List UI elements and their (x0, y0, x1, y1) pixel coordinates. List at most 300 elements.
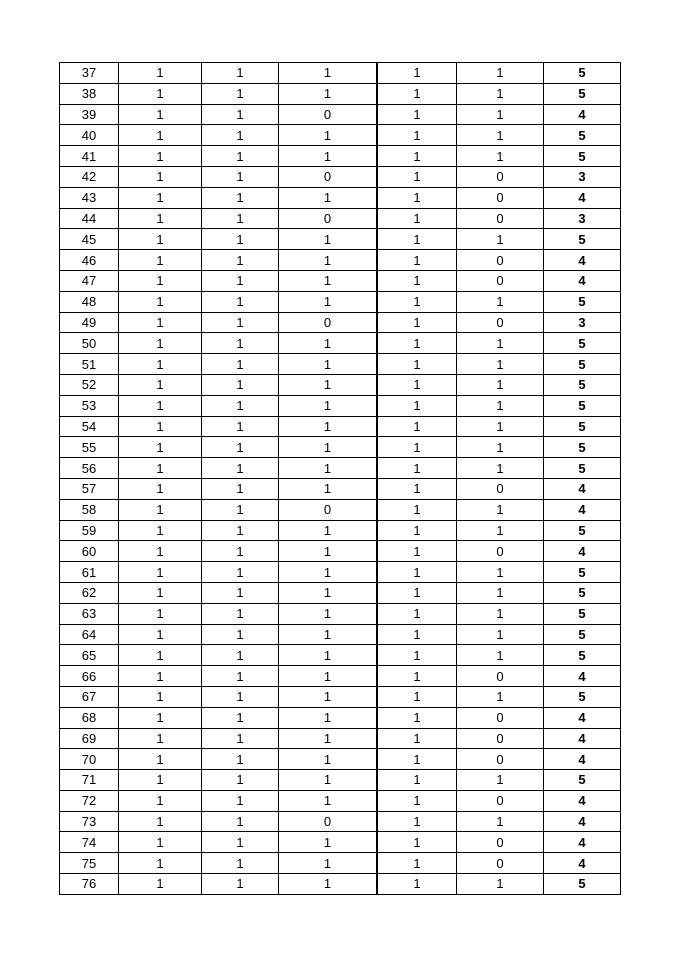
row-number-cell: 58 (60, 499, 119, 520)
row-number-cell: 39 (60, 104, 119, 125)
score-cell: 1 (202, 63, 279, 84)
score-cell: 1 (279, 853, 378, 874)
score-cell: 1 (457, 874, 544, 895)
total-cell: 5 (544, 770, 621, 791)
score-cell: 0 (457, 478, 544, 499)
score-cell: 1 (119, 250, 202, 271)
row-number-cell: 52 (60, 374, 119, 395)
score-cell: 1 (119, 790, 202, 811)
score-cell: 1 (457, 562, 544, 583)
score-cell: 1 (377, 146, 457, 167)
score-cell: 1 (202, 832, 279, 853)
score-cell: 0 (457, 208, 544, 229)
total-cell: 5 (544, 458, 621, 479)
total-cell: 5 (544, 645, 621, 666)
table-row (60, 270, 621, 291)
score-cell: 1 (202, 520, 279, 541)
score-cell: 0 (457, 707, 544, 728)
score-cell: 1 (119, 395, 202, 416)
table-row (60, 562, 621, 583)
total-cell: 5 (544, 874, 621, 895)
row-number-cell: 72 (60, 790, 119, 811)
score-cell: 1 (119, 333, 202, 354)
score-cell: 1 (119, 63, 202, 84)
table-row (60, 478, 621, 499)
score-cell: 1 (457, 603, 544, 624)
total-cell: 4 (544, 250, 621, 271)
score-cell: 0 (457, 790, 544, 811)
row-number-cell: 53 (60, 395, 119, 416)
score-cell: 1 (119, 707, 202, 728)
total-cell: 5 (544, 125, 621, 146)
total-cell: 5 (544, 333, 621, 354)
score-cell: 1 (457, 624, 544, 645)
table-row (60, 104, 621, 125)
row-number-cell: 65 (60, 645, 119, 666)
score-cell: 1 (202, 645, 279, 666)
score-cell: 1 (119, 478, 202, 499)
score-cell: 1 (119, 187, 202, 208)
score-cell: 1 (119, 874, 202, 895)
total-cell: 5 (544, 520, 621, 541)
score-cell: 1 (119, 270, 202, 291)
score-cell: 1 (202, 229, 279, 250)
score-cell: 1 (457, 63, 544, 84)
score-cell: 0 (457, 541, 544, 562)
total-cell: 4 (544, 853, 621, 874)
table-row (60, 333, 621, 354)
row-number-cell: 37 (60, 63, 119, 84)
table-row (60, 187, 621, 208)
row-number-cell: 57 (60, 478, 119, 499)
row-number-cell: 50 (60, 333, 119, 354)
score-cell: 0 (457, 666, 544, 687)
total-cell: 4 (544, 707, 621, 728)
score-cell: 1 (377, 478, 457, 499)
score-cell: 0 (457, 312, 544, 333)
score-cell: 1 (377, 437, 457, 458)
row-number-cell: 71 (60, 770, 119, 791)
score-cell: 1 (457, 645, 544, 666)
score-cell: 1 (119, 458, 202, 479)
score-cell: 1 (457, 811, 544, 832)
total-cell: 4 (544, 811, 621, 832)
score-cell: 1 (377, 811, 457, 832)
table-body (60, 63, 621, 895)
table-row (60, 458, 621, 479)
score-cell: 1 (202, 770, 279, 791)
score-cell: 1 (119, 374, 202, 395)
score-cell: 1 (457, 83, 544, 104)
score-cell: 1 (377, 770, 457, 791)
score-cell: 1 (457, 416, 544, 437)
table-row (60, 83, 621, 104)
score-cell: 0 (457, 832, 544, 853)
score-cell: 1 (279, 832, 378, 853)
score-cell: 1 (377, 874, 457, 895)
table-row (60, 624, 621, 645)
score-cell: 0 (279, 166, 378, 187)
score-cell: 0 (457, 250, 544, 271)
total-cell: 4 (544, 478, 621, 499)
score-cell: 1 (119, 645, 202, 666)
score-cell: 0 (279, 811, 378, 832)
total-cell: 5 (544, 686, 621, 707)
table-row (60, 312, 621, 333)
row-number-cell: 41 (60, 146, 119, 167)
score-cell: 1 (457, 499, 544, 520)
score-cell: 1 (279, 770, 378, 791)
table-row (60, 832, 621, 853)
row-number-cell: 60 (60, 541, 119, 562)
score-cell: 1 (457, 125, 544, 146)
score-cell: 1 (202, 291, 279, 312)
total-cell: 5 (544, 291, 621, 312)
score-cell: 1 (119, 832, 202, 853)
row-number-cell: 43 (60, 187, 119, 208)
score-cell: 1 (279, 458, 378, 479)
table-row (60, 541, 621, 562)
row-number-cell: 55 (60, 437, 119, 458)
score-cell: 1 (377, 582, 457, 603)
table-row (60, 853, 621, 874)
row-number-cell: 40 (60, 125, 119, 146)
score-cell: 1 (279, 707, 378, 728)
score-cell: 1 (202, 395, 279, 416)
score-cell: 1 (377, 832, 457, 853)
score-cell: 1 (202, 312, 279, 333)
table-row (60, 208, 621, 229)
total-cell: 4 (544, 499, 621, 520)
score-cell: 0 (279, 208, 378, 229)
score-cell: 1 (377, 374, 457, 395)
row-number-cell: 56 (60, 458, 119, 479)
row-number-cell: 47 (60, 270, 119, 291)
score-cell: 1 (202, 374, 279, 395)
row-number-cell: 73 (60, 811, 119, 832)
table-row (60, 645, 621, 666)
row-number-cell: 54 (60, 416, 119, 437)
row-number-cell: 64 (60, 624, 119, 645)
row-number-cell: 45 (60, 229, 119, 250)
score-cell: 1 (202, 146, 279, 167)
score-cell: 0 (457, 728, 544, 749)
table-row (60, 437, 621, 458)
score-cell: 1 (119, 603, 202, 624)
score-cell: 1 (279, 728, 378, 749)
score-cell: 1 (377, 499, 457, 520)
score-cell: 1 (202, 666, 279, 687)
score-cell: 0 (457, 187, 544, 208)
score-cell: 1 (377, 520, 457, 541)
table-row (60, 874, 621, 895)
total-cell: 5 (544, 624, 621, 645)
score-cell: 1 (202, 811, 279, 832)
score-cell: 1 (377, 749, 457, 770)
total-cell: 5 (544, 582, 621, 603)
score-cell: 1 (119, 520, 202, 541)
score-cell: 1 (279, 416, 378, 437)
total-cell: 4 (544, 790, 621, 811)
score-cell: 1 (202, 416, 279, 437)
score-cell: 1 (202, 478, 279, 499)
score-cell: 1 (377, 458, 457, 479)
total-cell: 3 (544, 208, 621, 229)
row-number-cell: 38 (60, 83, 119, 104)
score-cell: 1 (457, 291, 544, 312)
score-cell: 1 (119, 582, 202, 603)
score-cell: 1 (279, 790, 378, 811)
score-cell: 0 (279, 104, 378, 125)
score-cell: 1 (202, 354, 279, 375)
row-number-cell: 76 (60, 874, 119, 895)
score-cell: 1 (377, 790, 457, 811)
score-cell: 1 (202, 125, 279, 146)
score-cell: 1 (457, 686, 544, 707)
row-number-cell: 68 (60, 707, 119, 728)
score-cell: 1 (377, 416, 457, 437)
total-cell: 5 (544, 229, 621, 250)
row-number-cell: 70 (60, 749, 119, 770)
table-row (60, 707, 621, 728)
score-cell: 1 (377, 645, 457, 666)
score-cell: 1 (377, 63, 457, 84)
score-cell: 1 (202, 749, 279, 770)
score-cell: 1 (202, 624, 279, 645)
row-number-cell: 62 (60, 582, 119, 603)
total-cell: 3 (544, 166, 621, 187)
score-cell: 1 (279, 187, 378, 208)
table-row (60, 166, 621, 187)
score-cell: 1 (202, 437, 279, 458)
score-cell: 1 (119, 208, 202, 229)
total-cell: 5 (544, 83, 621, 104)
score-cell: 1 (119, 354, 202, 375)
score-cell: 1 (377, 541, 457, 562)
row-number-cell: 69 (60, 728, 119, 749)
table-row (60, 146, 621, 167)
table-row (60, 229, 621, 250)
score-cell: 0 (457, 853, 544, 874)
score-cell: 1 (119, 146, 202, 167)
score-cell: 0 (457, 166, 544, 187)
row-number-cell: 74 (60, 832, 119, 853)
table-row (60, 354, 621, 375)
score-cell: 1 (202, 458, 279, 479)
score-cell: 1 (457, 354, 544, 375)
score-cell: 1 (377, 166, 457, 187)
total-cell: 5 (544, 374, 621, 395)
score-cell: 1 (279, 146, 378, 167)
score-cell: 1 (377, 229, 457, 250)
score-cell: 1 (119, 624, 202, 645)
row-number-cell: 42 (60, 166, 119, 187)
total-cell: 4 (544, 832, 621, 853)
score-cell: 1 (202, 104, 279, 125)
table-row (60, 770, 621, 791)
score-cell: 1 (119, 416, 202, 437)
score-cell: 1 (202, 499, 279, 520)
score-cell: 1 (119, 749, 202, 770)
table-row (60, 686, 621, 707)
table-row (60, 416, 621, 437)
table-row (60, 582, 621, 603)
score-cell: 1 (457, 146, 544, 167)
score-cell: 1 (377, 853, 457, 874)
score-cell: 1 (377, 250, 457, 271)
score-cell: 1 (377, 666, 457, 687)
total-cell: 5 (544, 416, 621, 437)
table-row (60, 63, 621, 84)
row-number-cell: 48 (60, 291, 119, 312)
table-row (60, 603, 621, 624)
total-cell: 4 (544, 187, 621, 208)
row-number-cell: 44 (60, 208, 119, 229)
score-cell: 1 (202, 707, 279, 728)
score-cell: 1 (279, 250, 378, 271)
score-cell: 1 (377, 395, 457, 416)
score-cell: 1 (377, 562, 457, 583)
score-cell: 1 (279, 125, 378, 146)
total-cell: 4 (544, 541, 621, 562)
score-cell: 1 (279, 437, 378, 458)
score-cell: 1 (202, 603, 279, 624)
score-cell: 1 (457, 104, 544, 125)
score-cell: 1 (119, 728, 202, 749)
score-cell: 0 (457, 270, 544, 291)
score-cell: 1 (202, 208, 279, 229)
total-cell: 3 (544, 312, 621, 333)
score-cell: 1 (279, 478, 378, 499)
score-cell: 1 (202, 874, 279, 895)
score-cell: 1 (377, 187, 457, 208)
score-cell: 1 (457, 229, 544, 250)
score-cell: 1 (202, 250, 279, 271)
score-cell: 1 (202, 582, 279, 603)
table-row (60, 374, 621, 395)
total-cell: 5 (544, 146, 621, 167)
score-cell: 1 (119, 562, 202, 583)
score-cell: 1 (457, 520, 544, 541)
score-cell: 1 (119, 104, 202, 125)
table-row (60, 749, 621, 770)
score-cell: 1 (119, 853, 202, 874)
score-cell: 1 (202, 187, 279, 208)
score-cell: 1 (279, 270, 378, 291)
score-cell: 1 (119, 83, 202, 104)
score-cell: 1 (377, 125, 457, 146)
score-cell: 1 (119, 437, 202, 458)
score-cell: 1 (279, 541, 378, 562)
total-cell: 5 (544, 437, 621, 458)
total-cell: 4 (544, 666, 621, 687)
score-cell: 1 (202, 728, 279, 749)
row-number-cell: 63 (60, 603, 119, 624)
score-cell: 1 (457, 395, 544, 416)
score-cell: 1 (377, 707, 457, 728)
score-cell: 1 (202, 686, 279, 707)
score-cell: 1 (377, 312, 457, 333)
score-cell: 1 (279, 645, 378, 666)
score-cell: 1 (279, 749, 378, 770)
score-cell: 1 (377, 354, 457, 375)
table-row (60, 499, 621, 520)
score-cell: 1 (119, 125, 202, 146)
score-cell: 1 (457, 458, 544, 479)
total-cell: 5 (544, 63, 621, 84)
total-cell: 5 (544, 395, 621, 416)
score-cell: 1 (279, 686, 378, 707)
score-cell: 1 (119, 166, 202, 187)
table-row (60, 125, 621, 146)
score-cell: 1 (279, 395, 378, 416)
score-cell: 1 (279, 83, 378, 104)
score-cell: 1 (457, 374, 544, 395)
score-cell: 1 (119, 770, 202, 791)
row-number-cell: 66 (60, 666, 119, 687)
score-cell: 1 (377, 728, 457, 749)
table-row (60, 520, 621, 541)
score-cell: 1 (377, 208, 457, 229)
score-cell: 1 (202, 166, 279, 187)
score-cell: 1 (279, 582, 378, 603)
table-row (60, 728, 621, 749)
score-cell: 1 (279, 291, 378, 312)
score-cell: 1 (457, 333, 544, 354)
score-cell: 1 (279, 603, 378, 624)
score-cell: 1 (119, 312, 202, 333)
score-cell: 1 (119, 499, 202, 520)
score-cell: 1 (279, 874, 378, 895)
score-cell: 1 (279, 520, 378, 541)
total-cell: 5 (544, 562, 621, 583)
score-cell: 1 (202, 853, 279, 874)
score-cell: 1 (202, 270, 279, 291)
data-table (59, 62, 621, 895)
total-cell: 4 (544, 270, 621, 291)
row-number-cell: 67 (60, 686, 119, 707)
score-cell: 1 (377, 624, 457, 645)
score-cell: 1 (377, 291, 457, 312)
table-row (60, 666, 621, 687)
score-cell: 1 (377, 270, 457, 291)
table-row (60, 250, 621, 271)
score-cell: 1 (202, 562, 279, 583)
score-cell: 1 (457, 770, 544, 791)
score-cell: 1 (202, 790, 279, 811)
table-row (60, 291, 621, 312)
score-cell: 1 (202, 333, 279, 354)
table-row (60, 790, 621, 811)
score-cell: 1 (279, 63, 378, 84)
score-cell: 0 (279, 499, 378, 520)
score-cell: 1 (279, 354, 378, 375)
row-number-cell: 61 (60, 562, 119, 583)
row-number-cell: 75 (60, 853, 119, 874)
score-cell: 1 (279, 666, 378, 687)
row-number-cell: 59 (60, 520, 119, 541)
score-cell: 1 (279, 562, 378, 583)
row-number-cell: 46 (60, 250, 119, 271)
total-cell: 5 (544, 354, 621, 375)
table-row (60, 811, 621, 832)
score-cell: 1 (202, 541, 279, 562)
total-cell: 4 (544, 728, 621, 749)
score-cell: 1 (457, 582, 544, 603)
score-cell: 1 (377, 104, 457, 125)
row-number-cell: 49 (60, 312, 119, 333)
score-cell: 1 (377, 603, 457, 624)
